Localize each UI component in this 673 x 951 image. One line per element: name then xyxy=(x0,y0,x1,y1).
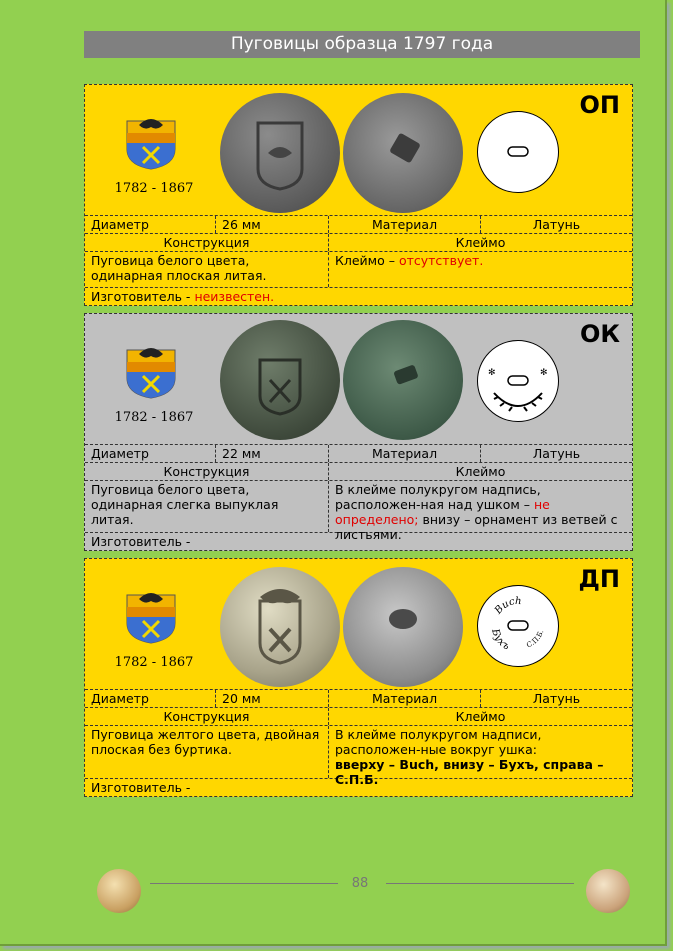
stamp-text: В клейме полукругом надпись, расположен-ная над ушком – не определено; внизу – орнамент из ветвей с листьями. xyxy=(335,482,618,542)
coat-of-arms-icon xyxy=(125,585,177,645)
material-label: Материал xyxy=(329,216,481,233)
diameter-label: Диаметр xyxy=(85,216,216,233)
button-card-dp xyxy=(84,558,633,797)
button-back-photo xyxy=(343,320,463,440)
page-number: 88 xyxy=(351,876,369,891)
svg-text:Бухъ: Бухъ xyxy=(489,627,512,653)
diameter-label: Диаметр xyxy=(85,690,216,707)
stamp-header: Клеймо xyxy=(455,464,506,479)
stamp-scheme xyxy=(477,340,559,422)
material-value: Латунь xyxy=(532,217,581,232)
diameter-value: 20 мм xyxy=(216,690,329,707)
construction-header: Конструкция xyxy=(85,234,329,251)
stamp-text: В клейме полукругом надписи, расположен-ные вокруг ушка: вверху – Buch, внизу – Бухъ, справа – С.П.Б. xyxy=(335,727,604,787)
button-front-photo xyxy=(220,567,340,687)
button-front-photo xyxy=(220,93,340,213)
stamp-header: Клеймо xyxy=(455,709,506,724)
button-code: ДП xyxy=(578,565,620,593)
construction-header: Конструкция xyxy=(85,708,329,725)
maker-text: Изготовитель - xyxy=(91,780,191,795)
svg-text:Buch: Buch xyxy=(492,595,522,617)
stamp-scheme xyxy=(477,585,559,667)
stamp-text: Клеймо – отсутствует. xyxy=(335,253,484,268)
coat-of-arms-icon xyxy=(125,111,177,171)
years-label: 1782 - 1867 xyxy=(114,655,194,670)
svg-text:✻: ✻ xyxy=(540,368,548,378)
diameter-value: 26 мм xyxy=(216,216,329,233)
material-label: Материал xyxy=(329,445,481,462)
diameter-label: Диаметр xyxy=(85,445,216,462)
button-card-ok xyxy=(84,313,633,551)
coat-of-arms-icon xyxy=(125,340,177,400)
svg-text:✻: ✻ xyxy=(488,368,496,378)
svg-text:С.П.Б.: С.П.Б. xyxy=(525,629,546,650)
material-value: Латунь xyxy=(532,446,581,461)
footer-divider xyxy=(150,883,338,884)
button-back-photo xyxy=(343,567,463,687)
construction-header: Конструкция xyxy=(85,463,329,480)
construction-text: Пуговица белого цвета, одинарная плоская литая. xyxy=(85,252,329,287)
years-label: 1782 - 1867 xyxy=(114,410,194,425)
construction-text: Пуговица белого цвета, одинарная слегка выпуклая литая. xyxy=(85,481,329,532)
button-code: ОП xyxy=(579,91,620,119)
button-front-photo xyxy=(220,320,340,440)
construction-text: Пуговица желтого цвета, двойная плоская без буртика. xyxy=(85,726,329,778)
material-label: Материал xyxy=(329,690,481,707)
page-title: Пуговицы образца 1797 года xyxy=(84,31,640,58)
years-label: 1782 - 1867 xyxy=(114,181,194,196)
button-back-photo xyxy=(343,93,463,213)
material-value: Латунь xyxy=(532,691,581,706)
footer-coin-left-icon xyxy=(97,869,141,913)
stamp-scheme xyxy=(477,111,559,193)
button-card-op xyxy=(84,84,633,306)
stamp-header: Клеймо xyxy=(455,235,506,250)
button-code: ОК xyxy=(579,320,620,348)
footer-coin-right-icon xyxy=(586,869,630,913)
diameter-value: 22 мм xyxy=(216,445,329,462)
footer-divider xyxy=(386,883,574,884)
maker-text: Изготовитель - неизвестен. xyxy=(91,289,275,304)
maker-text: Изготовитель - xyxy=(91,534,191,549)
